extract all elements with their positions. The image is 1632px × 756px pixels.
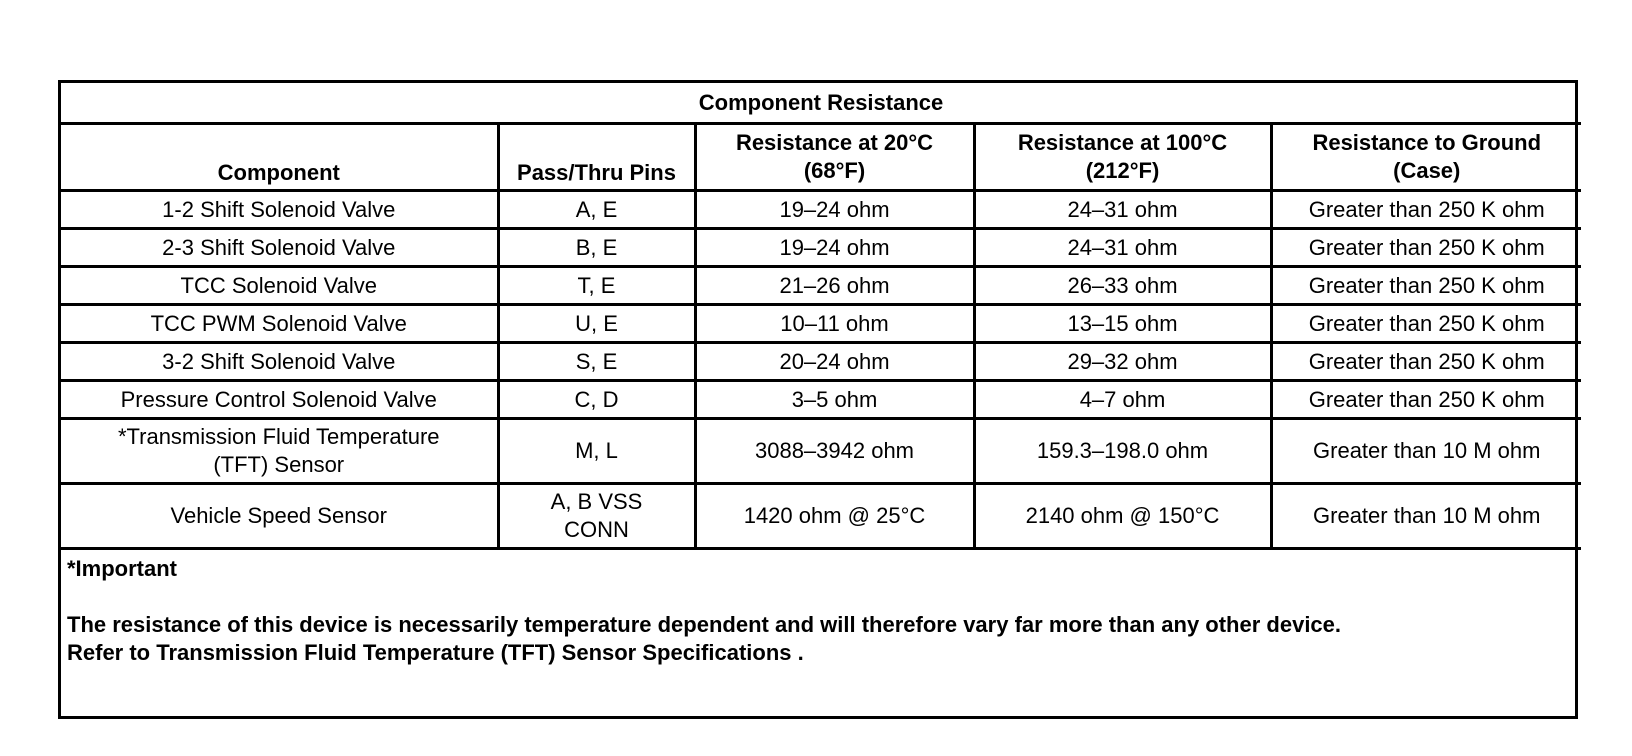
header-resistance-ground: Resistance to Ground (Case) — [1271, 124, 1581, 191]
header-row — [61, 124, 1581, 191]
cell-component: 3-2 Shift Solenoid Valve — [61, 343, 498, 381]
cell-r20: 1420 ohm @ 25°C — [695, 484, 974, 549]
cell-component: Pressure Control Solenoid Valve — [61, 381, 498, 419]
table-row — [61, 484, 1581, 549]
table-row — [61, 381, 1581, 419]
cell-r20: 3088–3942 ohm — [695, 419, 974, 484]
cell-component: TCC Solenoid Valve — [61, 267, 498, 305]
cell-component: *Transmission Fluid Temperature (TFT) Sensor — [61, 419, 498, 484]
cell-r20: 20–24 ohm — [695, 343, 974, 381]
table-title: Component Resistance — [61, 83, 1581, 124]
cell-pins: C, D — [498, 381, 695, 419]
note-line-2: Refer to Transmission Fluid Temperature (TFT) Sensor Specifications . — [67, 640, 804, 665]
cell-r20: 19–24 ohm — [695, 191, 974, 229]
table-row — [61, 229, 1581, 267]
cell-ground: Greater than 250 K ohm — [1271, 229, 1581, 267]
table-row — [61, 267, 1581, 305]
table-row — [61, 419, 1581, 484]
cell-r100: 26–33 ohm — [974, 267, 1271, 305]
cell-r100: 159.3–198.0 ohm — [974, 419, 1271, 484]
cell-ground: Greater than 250 K ohm — [1271, 305, 1581, 343]
component-resistance-frame — [58, 80, 1578, 719]
cell-ground: Greater than 250 K ohm — [1271, 343, 1581, 381]
header-pins: Pass/Thru Pins — [498, 124, 695, 191]
cell-pins: T, E — [498, 267, 695, 305]
cell-r100: 29–32 ohm — [974, 343, 1271, 381]
cell-pins: S, E — [498, 343, 695, 381]
cell-pins: U, E — [498, 305, 695, 343]
cell-pins: A, E — [498, 191, 695, 229]
table-row — [61, 191, 1581, 229]
cell-r20: 10–11 ohm — [695, 305, 974, 343]
cell-r20: 19–24 ohm — [695, 229, 974, 267]
cell-ground: Greater than 10 M ohm — [1271, 484, 1581, 549]
table-row — [61, 343, 1581, 381]
cell-ground: Greater than 250 K ohm — [1271, 267, 1581, 305]
cell-component: TCC PWM Solenoid Valve — [61, 305, 498, 343]
header-resistance-20c: Resistance at 20°C (68°F) — [695, 124, 974, 191]
cell-r100: 4–7 ohm — [974, 381, 1271, 419]
cell-r100: 24–31 ohm — [974, 229, 1271, 267]
cell-ground: Greater than 250 K ohm — [1271, 381, 1581, 419]
cell-pins: B, E — [498, 229, 695, 267]
component-resistance-table — [61, 83, 1581, 550]
cell-component: 2-3 Shift Solenoid Valve — [61, 229, 498, 267]
cell-ground: Greater than 250 K ohm — [1271, 191, 1581, 229]
cell-r20: 21–26 ohm — [695, 267, 974, 305]
cell-pins: A, B VSS CONN — [498, 484, 695, 549]
cell-component: Vehicle Speed Sensor — [61, 484, 498, 549]
table-row — [61, 305, 1581, 343]
note-heading: *Important — [67, 556, 177, 581]
cell-component: 1-2 Shift Solenoid Valve — [61, 191, 498, 229]
cell-r100: 13–15 ohm — [974, 305, 1271, 343]
cell-r20: 3–5 ohm — [695, 381, 974, 419]
header-resistance-100c: Resistance at 100°C (212°F) — [974, 124, 1271, 191]
cell-r100: 24–31 ohm — [974, 191, 1271, 229]
important-note — [61, 550, 1575, 667]
cell-pins: M, L — [498, 419, 695, 484]
note-line-1: The resistance of this device is necessarily temperature dependent and will therefore vary far more than any other device. — [67, 612, 1342, 637]
cell-r100: 2140 ohm @ 150°C — [974, 484, 1271, 549]
cell-ground: Greater than 10 M ohm — [1271, 419, 1581, 484]
header-component: Component — [61, 124, 498, 191]
